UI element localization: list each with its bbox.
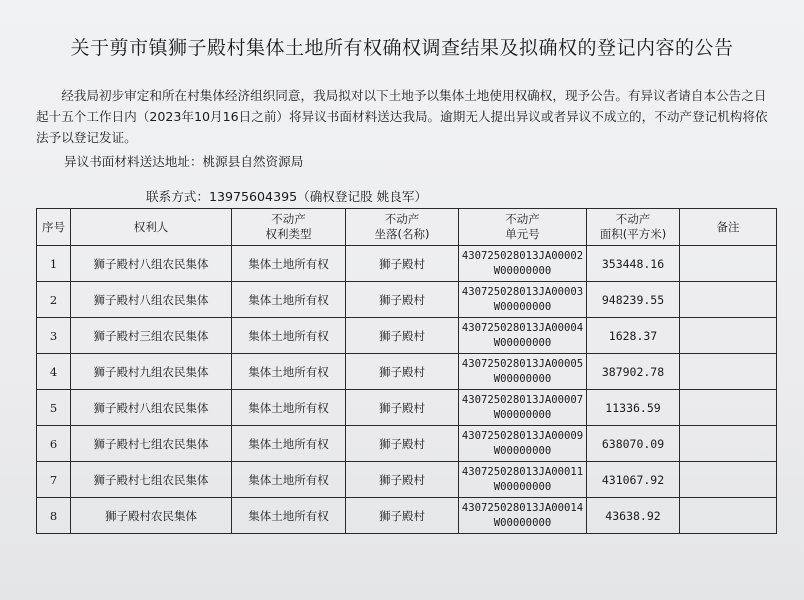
cell-type: 集体土地所有权 — [232, 498, 346, 534]
cell-type: 集体土地所有权 — [232, 246, 346, 282]
cell-location: 狮子殿村 — [346, 282, 459, 318]
header-location-line2: 坐落(名称) — [374, 227, 430, 241]
cell-note — [680, 246, 777, 282]
header-no: 序号 — [37, 209, 71, 246]
header-note: 备注 — [680, 209, 777, 246]
cell-no: 5 — [37, 390, 71, 426]
cell-no: 8 — [37, 498, 71, 534]
cell-area: 1628.37 — [587, 318, 680, 354]
table-row — [37, 390, 777, 426]
cell-location: 狮子殿村 — [346, 390, 459, 426]
cell-no: 2 — [37, 282, 71, 318]
contact-info: 联系方式：13975604395（确权登记股 姚良军） — [146, 189, 428, 204]
cell-location: 狮子殿村 — [346, 462, 459, 498]
cell-area: 948239.55 — [587, 282, 680, 318]
cell-unit: 430725028013JA00011W00000000 — [459, 462, 587, 498]
header-owner: 权利人 — [71, 209, 232, 246]
table-row — [37, 246, 777, 282]
header-area-line2: 面积(平方米) — [599, 227, 667, 241]
header-unit-line2: 单元号 — [505, 227, 540, 241]
cell-owner: 狮子殿村农民集体 — [71, 498, 232, 534]
cell-owner: 狮子殿村八组农民集体 — [71, 390, 232, 426]
notice-body: 经我局初步审定和所在村集体经济组织同意，我局拟对以下土地予以集体土地使用权确权，现予公告。有异议者请自本公告之日起十五个工作日内（2023年10月16日之前）将异议书面材料送达我局。逾期无人提出异议或者异议不成立的，不动产登记机构将依法予以登记发证。 — [36, 87, 768, 145]
header-type-line1: 不动产 — [271, 212, 306, 226]
table-row — [37, 462, 777, 498]
cell-no: 6 — [37, 426, 71, 462]
objection-address: 异议书面材料送达地址：桃源县自然资源局 — [64, 154, 304, 169]
cell-unit: 430725028013JA00004W00000000 — [459, 318, 587, 354]
cell-unit: 430725028013JA00007W00000000 — [459, 390, 587, 426]
cell-area: 431067.92 — [587, 462, 680, 498]
cell-type: 集体土地所有权 — [232, 462, 346, 498]
header-type — [232, 209, 346, 246]
cell-type: 集体土地所有权 — [232, 282, 346, 318]
cell-type: 集体土地所有权 — [232, 354, 346, 390]
cell-note — [680, 390, 777, 426]
cell-location: 狮子殿村 — [346, 354, 459, 390]
cell-owner: 狮子殿村三组农民集体 — [71, 318, 232, 354]
header-unit-line1: 不动产 — [505, 212, 540, 226]
cell-type: 集体土地所有权 — [232, 426, 346, 462]
cell-area: 11336.59 — [587, 390, 680, 426]
cell-note — [680, 498, 777, 534]
cell-note — [680, 318, 777, 354]
cell-area: 43638.92 — [587, 498, 680, 534]
cell-unit: 430725028013JA00009W00000000 — [459, 426, 587, 462]
table-header-row — [37, 209, 777, 246]
cell-no: 4 — [37, 354, 71, 390]
notice-title: 关于剪市镇狮子殿村集体土地所有权确权调查结果及拟确权的登记内容的公告 — [70, 36, 734, 59]
cell-location: 狮子殿村 — [346, 246, 459, 282]
cell-type: 集体土地所有权 — [232, 318, 346, 354]
cell-owner: 狮子殿村七组农民集体 — [71, 462, 232, 498]
cell-note — [680, 462, 777, 498]
cell-location: 狮子殿村 — [346, 426, 459, 462]
cell-location: 狮子殿村 — [346, 498, 459, 534]
cell-no: 3 — [37, 318, 71, 354]
registration-table — [36, 208, 777, 534]
cell-area: 638070.09 — [587, 426, 680, 462]
table-row — [37, 282, 777, 318]
header-area — [587, 209, 680, 246]
table-row — [37, 354, 777, 390]
header-unit — [459, 209, 587, 246]
cell-note — [680, 426, 777, 462]
cell-unit: 430725028013JA00005W00000000 — [459, 354, 587, 390]
header-location — [346, 209, 459, 246]
cell-unit: 430725028013JA00014W00000000 — [459, 498, 587, 534]
cell-area: 353448.16 — [587, 246, 680, 282]
table-row — [37, 498, 777, 534]
cell-type: 集体土地所有权 — [232, 390, 346, 426]
cell-owner: 狮子殿村八组农民集体 — [71, 282, 232, 318]
header-type-line2: 权利类型 — [265, 227, 312, 241]
cell-note — [680, 282, 777, 318]
cell-owner: 狮子殿村九组农民集体 — [71, 354, 232, 390]
cell-area: 387902.78 — [587, 354, 680, 390]
table-row — [37, 318, 777, 354]
cell-unit: 430725028013JA00002W00000000 — [459, 246, 587, 282]
cell-no: 1 — [37, 246, 71, 282]
cell-unit: 430725028013JA00003W00000000 — [459, 282, 587, 318]
header-area-line1: 不动产 — [615, 212, 651, 226]
cell-note — [680, 354, 777, 390]
table-row — [37, 426, 777, 462]
cell-owner: 狮子殿村七组农民集体 — [71, 426, 232, 462]
cell-no: 7 — [37, 462, 71, 498]
cell-owner: 狮子殿村八组农民集体 — [71, 246, 232, 282]
header-location-line1: 不动产 — [384, 212, 420, 226]
cell-location: 狮子殿村 — [346, 318, 459, 354]
